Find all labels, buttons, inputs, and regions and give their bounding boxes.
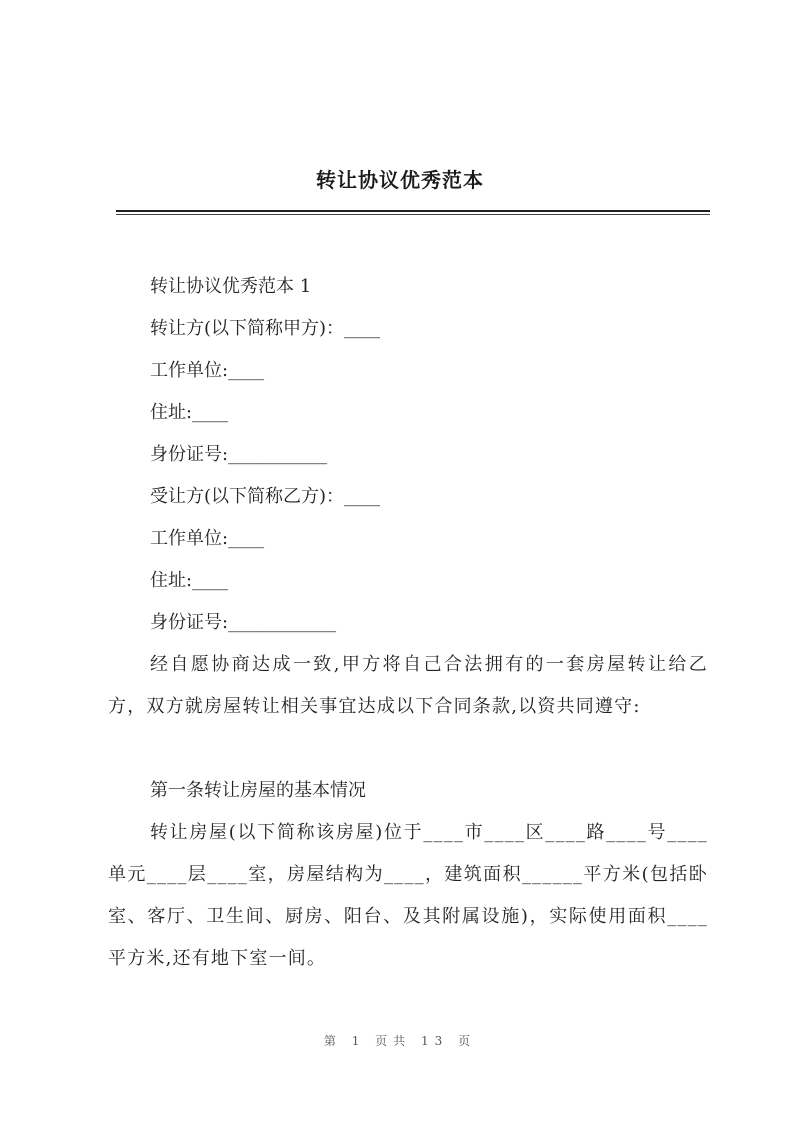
title-divider	[116, 210, 710, 212]
transferee-address-field: 住址:____	[150, 570, 229, 591]
section-heading: 转让协议优秀范本 1	[150, 276, 312, 297]
transferee-id-field: 身份证号:____________	[150, 612, 337, 633]
article-heading: 第一条转让房屋的基本情况	[150, 780, 366, 801]
transferor-id-field: 身份证号:___________	[150, 444, 328, 465]
transferee-employer-field: 工作单位:____	[150, 528, 265, 549]
property-paragraph: 转让房屋(以下简称该房屋)位于____市____区____路____号____单元____层____室，房屋结构为____，建筑面积______平方米(包括卧室、客厅、卫生间、厨房、阳台、及其附属设施)，实际使用面积____平方米,还有地下室一间。	[108, 822, 708, 969]
transferor-address-field: 住址:____	[150, 402, 229, 423]
page-number: 第 1 页共 13 页	[323, 1034, 477, 1048]
agreement-paragraph: 经自愿协商达成一致,甲方将自己合法拥有的一套房屋转让给乙方，双方就房屋转让相关事宜达成以下合同条款,以资共同遵守:	[108, 654, 708, 717]
transferor-employer-field: 工作单位:____	[150, 360, 265, 381]
document-title: 转让协议优秀范本	[316, 168, 484, 192]
transferor-field: 转让方(以下简称甲方)：____	[150, 318, 381, 339]
title-divider-thin	[116, 214, 710, 215]
transferee-field: 受让方(以下简称乙方)：____	[150, 486, 381, 507]
